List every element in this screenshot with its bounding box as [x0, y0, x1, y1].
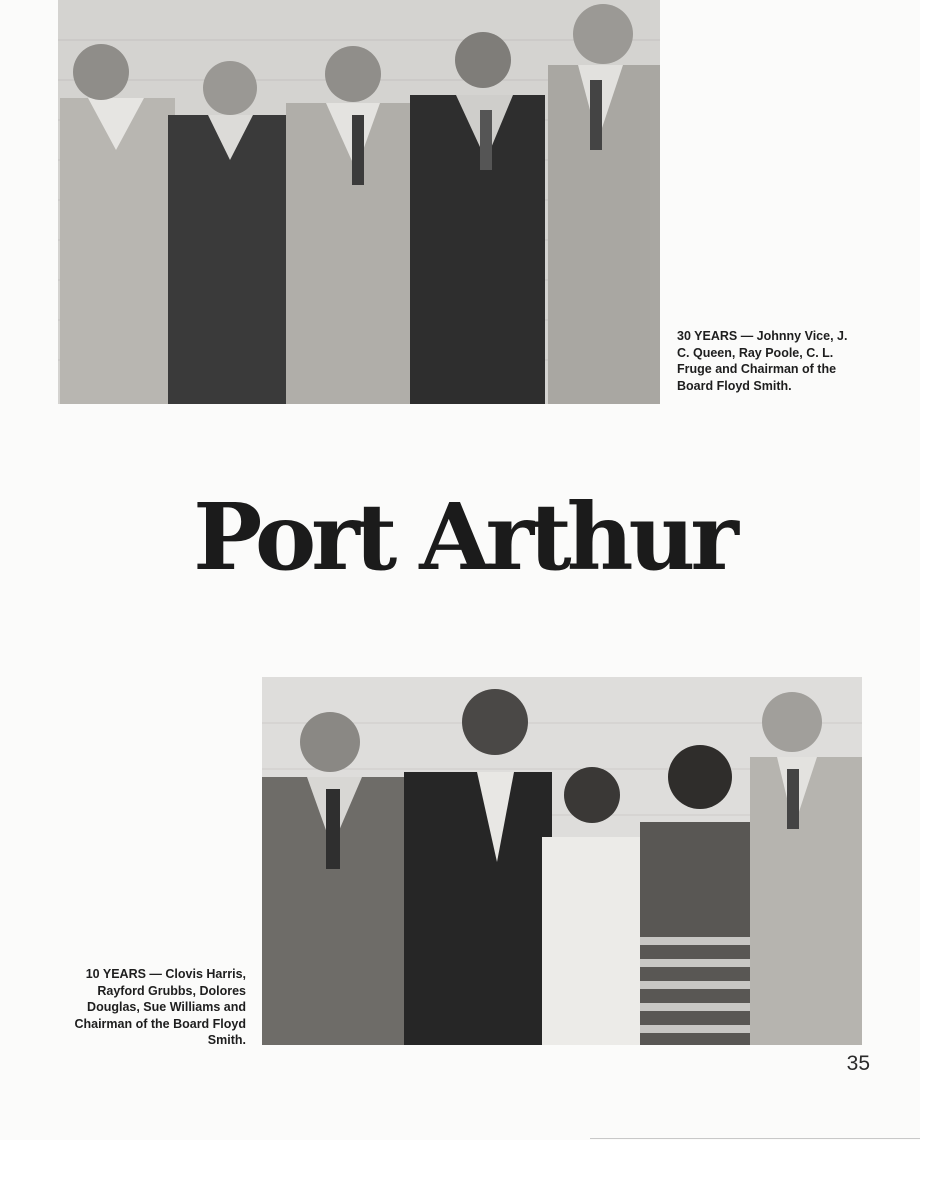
photo-ten-years-image — [262, 677, 862, 1045]
page-title: Port Arthur — [193, 483, 734, 591]
page-edge-rule — [590, 1138, 920, 1139]
photo-thirty-years-image — [58, 0, 660, 404]
photo-thirty-years — [58, 0, 660, 404]
page-number: 35 — [846, 1052, 870, 1075]
photo-ten-years — [262, 677, 862, 1045]
caption-ten-years: 10 YEARS — Clovis Harris, Rayford Grubbs, Dolores Douglas, Sue Williams and Chairman of the Board Floyd Smith. — [74, 967, 246, 1047]
caption-thirty-years: 30 YEARS — Johnny Vice, J. C. Queen, Ray Poole, C. L. Fruge and Chairman of the Board Floyd Smith. — [677, 329, 848, 393]
